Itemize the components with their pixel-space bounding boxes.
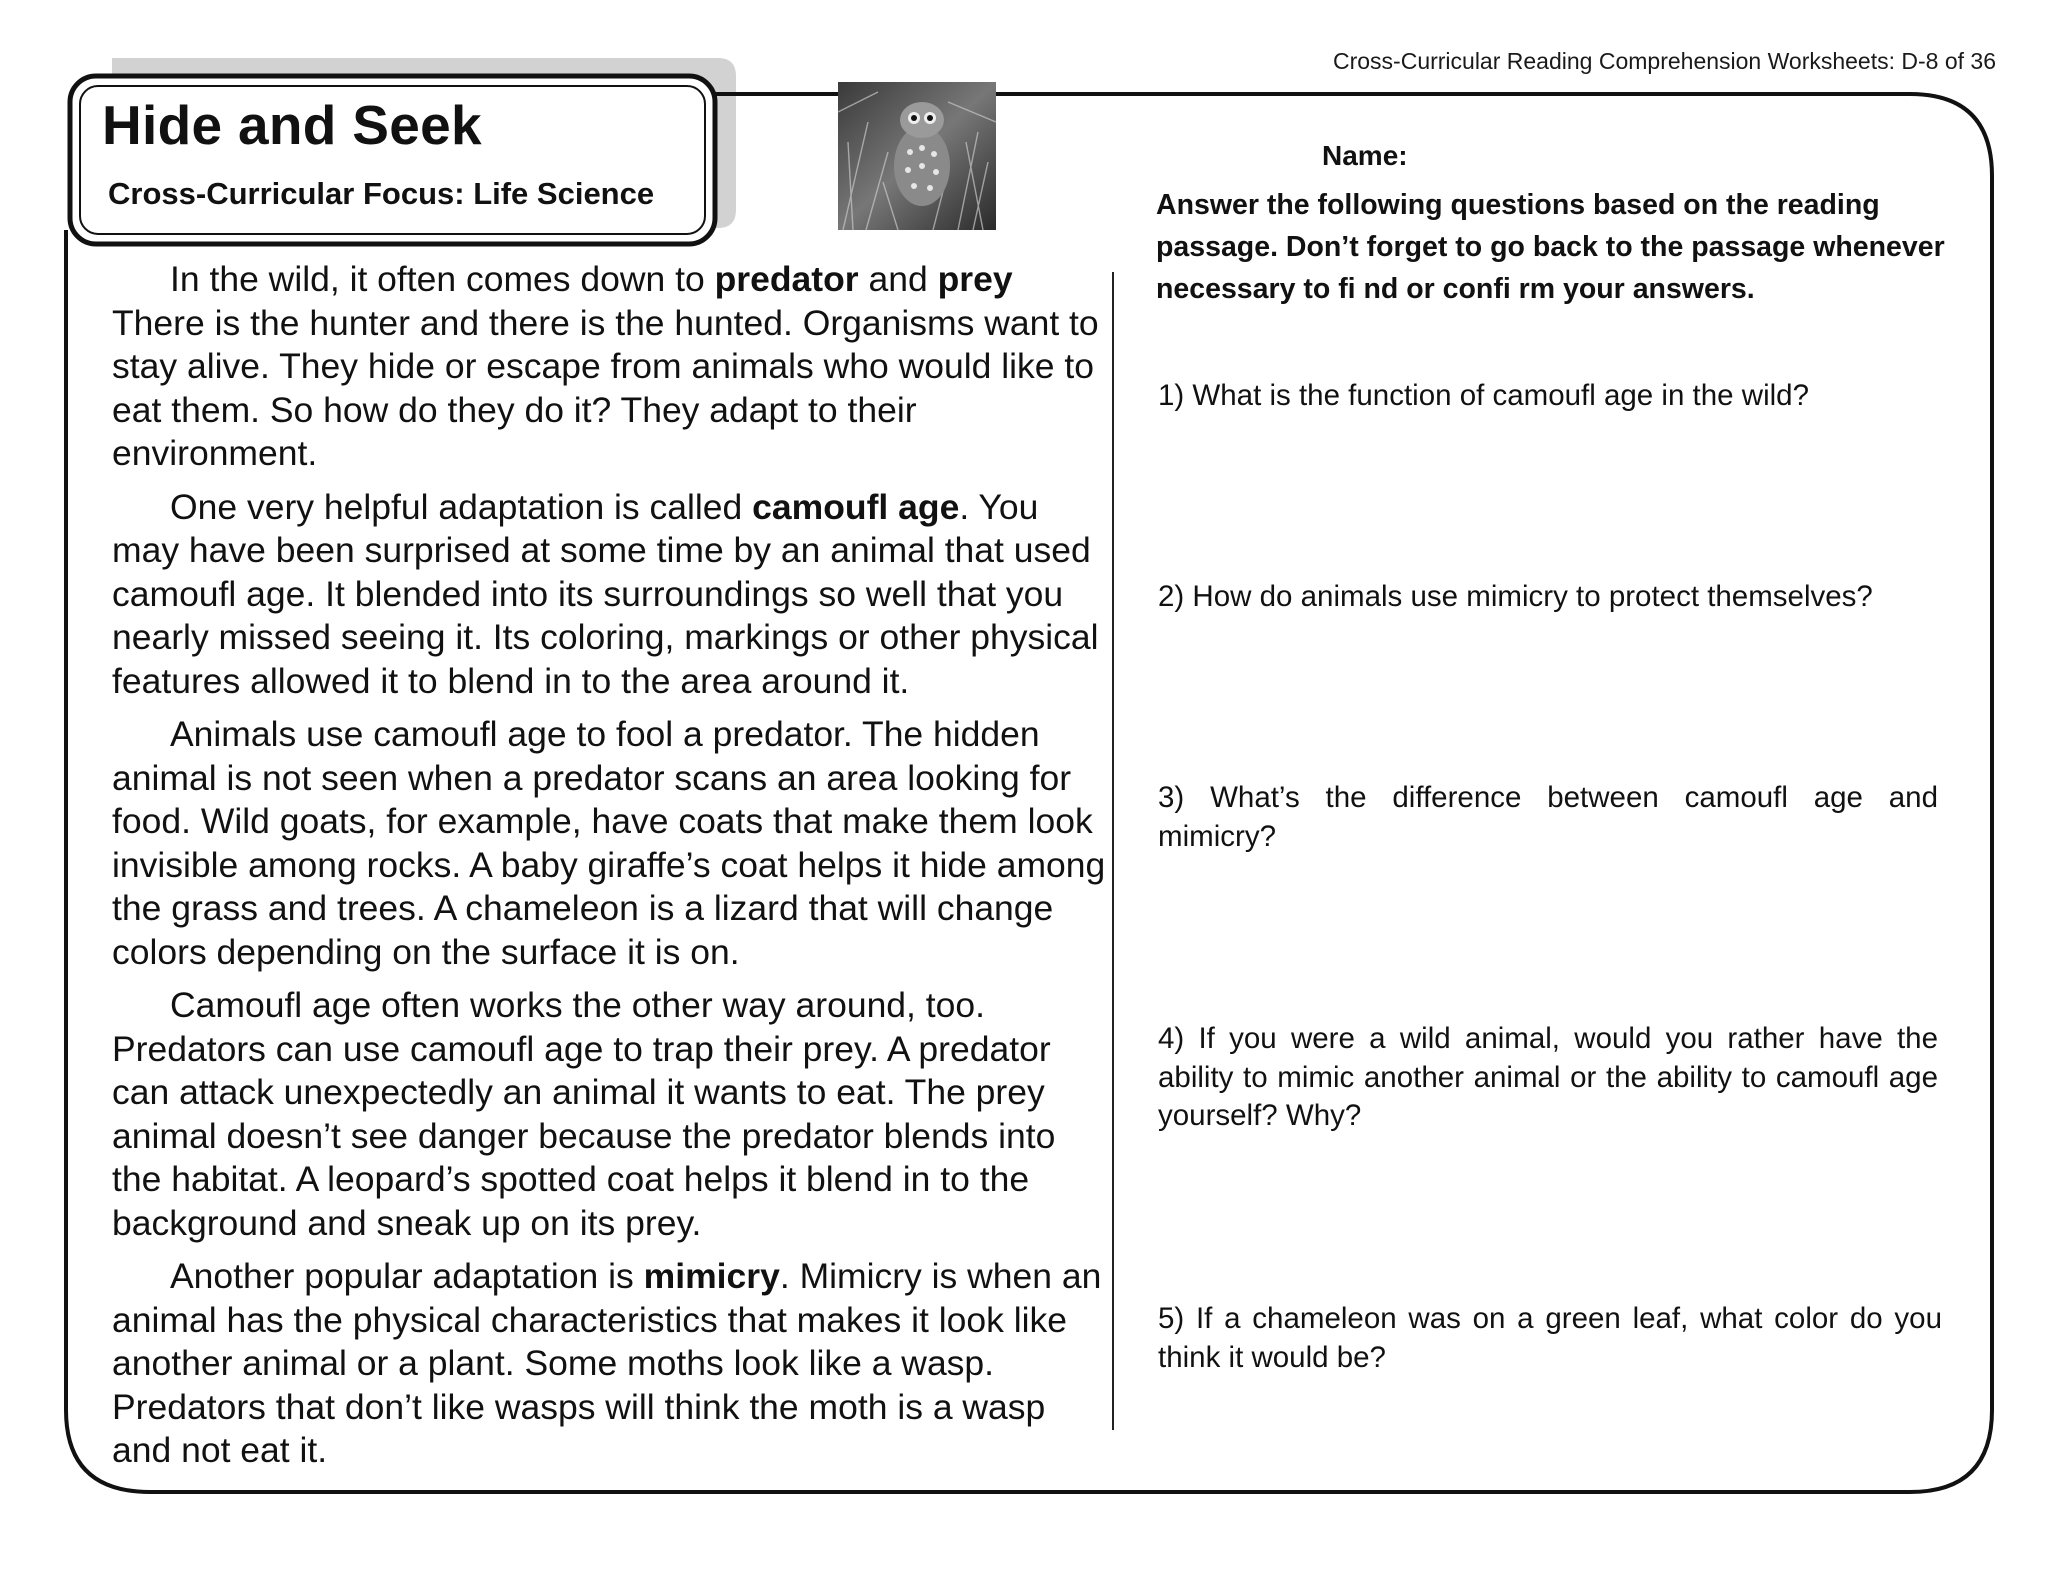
column-divider (1112, 272, 1114, 1430)
question-1: 1) What is the function of camoufl age in the wild? (1158, 379, 1809, 412)
question-3: 3) What’s the difference between camoufl age and mimicry? (1158, 781, 1938, 853)
question-5: 5) If a chameleon was on a green leaf, what color do you think it would be? (1158, 1302, 1942, 1374)
page-label: Cross-Curricular Reading Comprehension Worksheets: D-8 of 36 (1332, 48, 1996, 74)
passage-paragraph-2: One very helpful adaptation is called camoufl age. You may have been surprised at some time by an animal that used camoufl age. It blended into its surroundings so well that you nearly missed seeing it. Its coloring, markings or other physical features allowed it to blend in to the area around it. (112, 486, 1099, 701)
name-label: Name: (1322, 140, 1408, 171)
passage-paragraph-4: Camoufl age often works the other way around, too. Predators can use camoufl age to trap their prey. A predator can attack unexpectedly an animal it wants to eat. The prey animal doesn’t see danger because the predator blends into the habitat. A leopard’s spotted coat helps it blend in to the background and sneak up on its prey. (112, 985, 1056, 1243)
instructions: Answer the following questions based on the reading passage. Don’t forget to go back to the passage whenever necessary to fi nd or confi rm your answers. (1156, 189, 1945, 305)
question-4: 4) If you were a wild animal, would you rather have the ability to mimic another animal or the ability to camoufl age yourself? Why? (1158, 1022, 1938, 1132)
question-2: 2) How do animals use mimicry to protect themselves? (1158, 580, 1873, 613)
reading-passage (112, 258, 1112, 1483)
passage-paragraph-1: In the wild, it often comes down to predator and prey There is the hunter and there is the hunted. Organisms want to stay alive. They hide or escape from animals who would like to eat them. So how do they do it? They adapt to their environment. (112, 259, 1099, 473)
cross-curricular-focus: Cross-Curricular Focus: Life Science (108, 176, 655, 211)
owl-photo (838, 82, 996, 230)
page-title: Hide and Seek (102, 94, 482, 156)
passage-paragraph-5: Another popular adaptation is mimicry. Mimicry is when an animal has the physical characteristics that makes it look like another animal or a plant. Some moths look like a wasp. Predators that don’t like wasps will think the moth is a wasp and not eat it. (112, 1256, 1102, 1470)
passage-paragraph-3: Animals use camoufl age to fool a predator. The hidden animal is not seen when a predator scans an area looking for food. Wild goats, for example, have coats that make them look invisible among rocks. A baby giraffe’s coat helps it hide among the grass and trees. A chameleon is a lizard that will change colors depending on the surface it is on. (112, 714, 1106, 972)
